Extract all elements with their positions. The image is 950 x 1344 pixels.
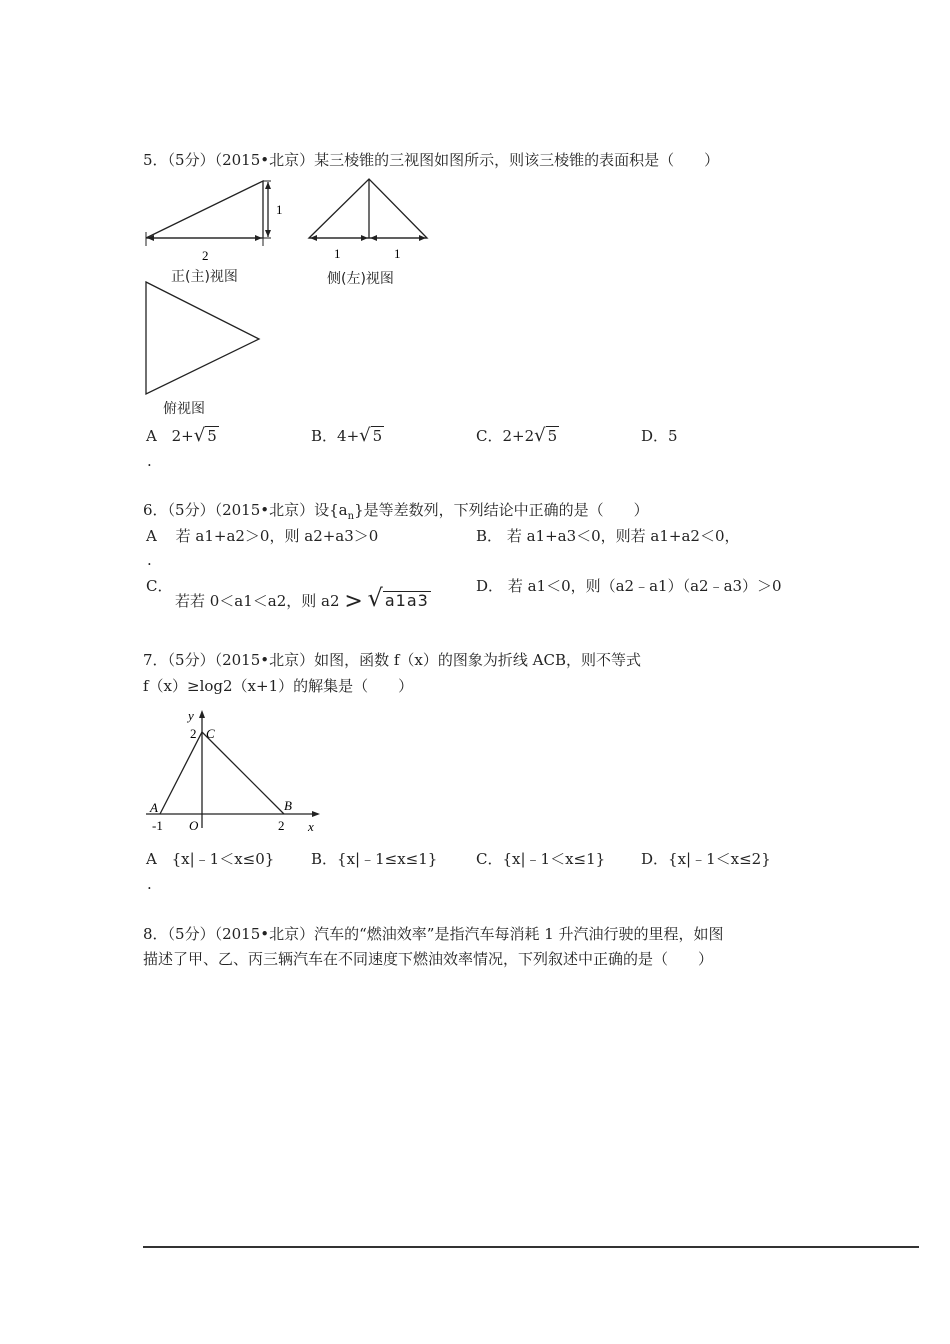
q6-option-c: 若若 0＜a1＜a2，则 a2 > √ a1a3 (175, 584, 429, 614)
q5-option-b-text: 4+ (337, 427, 360, 445)
q7-neg-one: -1 (152, 818, 163, 833)
q5-option-a: A 2+√ 5 (146, 425, 217, 446)
q5-option-b: B．4+√ 5 (311, 425, 383, 446)
q7-b-label: B (284, 798, 292, 813)
q6-stem: 6．（5分）（2015•北京）设$\{a_n\}$是等差数列，下列结论中正确的是（ ） (143, 501, 649, 522)
q7-option-a (146, 849, 274, 869)
q7-option-a-text: {x|﹣1＜x≤0} (171, 850, 275, 868)
q7-option-b (311, 849, 437, 869)
q5-option-a-radicand: 5 (207, 427, 217, 445)
q5-side-view (300, 174, 435, 266)
q5-front-view-label: 正(主)视图 (171, 269, 238, 285)
q5-option-a-dot: . (147, 452, 152, 470)
q7-two-y: 2 (190, 726, 197, 741)
q5-option-d-text: 5 (668, 427, 678, 445)
q6-option-c-gt: > (344, 589, 363, 614)
q5-dim-right: 1 (394, 246, 401, 261)
q6-option-d-text: 若 a1＜0，则（a2﹣a1）（a2﹣a3）＞0 (507, 577, 782, 595)
q5-option-b-radicand: 5 (372, 427, 383, 445)
q6-option-b (476, 526, 740, 546)
q8-stem-line1: 8．（5分）（2015•北京）汽车的“燃油效率”是指汽车每消耗 1 升汽油行驶的里程，如图 (143, 925, 724, 943)
q5-option-c-text: 2+2 (502, 427, 535, 445)
q5-option-d (641, 426, 678, 446)
q6-option-d-letter: D． (476, 577, 504, 595)
q6-option-d (476, 576, 782, 596)
q5-side-view-label: 侧(左)视图 (327, 271, 394, 287)
q5-option-b-letter: B． (311, 427, 338, 445)
q7-stem-line2: f（x）≥log2（x+1）的解集是（ ） (143, 677, 414, 695)
q7-option-c-text: {x|﹣1＜x≤1} (502, 850, 606, 868)
q7-option-a-letter: A (146, 850, 157, 868)
q5-option-a-letter: A (146, 427, 157, 445)
q6-option-c-letter: C． (146, 577, 173, 595)
q5-front-view (140, 174, 290, 266)
q5-option-c: C．2+2√ 5 (476, 425, 558, 446)
q7-two-x: 2 (278, 818, 285, 833)
q7-option-b-letter: B． (311, 850, 338, 868)
q7-option-b-text: {x|﹣1≤x≤1} (337, 850, 438, 868)
q5-option-a-text: 2+ (171, 427, 194, 445)
q5-option-c-letter: C． (476, 427, 503, 445)
q7-option-d-letter: D． (641, 850, 669, 868)
q7-y-label: y (188, 708, 194, 723)
q7-graph (140, 704, 330, 836)
q7-stem-line1: 7．（5分）（2015•北京）如图，函数 f（x）的图象为折线 ACB，则不等式 (143, 651, 641, 669)
q7-option-c (476, 849, 605, 869)
q5-top-view-label: 俯视图 (163, 401, 205, 417)
q6-option-c-text: 若若 0＜a1＜a2，则 a2 (175, 592, 340, 610)
q5-dim-height: 1 (276, 202, 283, 217)
q6-option-a (146, 526, 378, 546)
q5-dim-left: 1 (334, 246, 341, 261)
q7-option-c-letter: C． (476, 850, 503, 868)
q6-option-c-radicand: a1a3 (384, 591, 429, 610)
q7-c-label: C (206, 726, 215, 741)
q6-option-b-text: 若 a1+a3＜0，则若 a1+a2＜0， (506, 527, 740, 545)
q7-o-label: O (189, 818, 199, 833)
q7-a-label: A (150, 800, 158, 815)
q8-stem-line2: 描述了甲、乙、丙三辆汽车在不同速度下燃油效率情况，下列叙述中正确的是（ ） (143, 950, 714, 968)
q6-option-b-letter: B． (476, 527, 503, 545)
q6-option-a-letter: A (146, 527, 157, 545)
footer-divider (143, 1246, 919, 1248)
q6-option-a-text: 若 a1+a2＞0，则 a2+a3＞0 (175, 527, 379, 545)
q5-stem: 5．（5分）（2015•北京）某三棱锥的三视图如图所示，则该三棱锥的表面积是（ ） (143, 151, 720, 169)
q5-top-view (140, 278, 270, 400)
q7-option-a-dot: . (147, 875, 152, 893)
q5-option-d-letter: D． (641, 427, 669, 445)
q7-x-label: x (308, 819, 314, 834)
q5-option-c-radicand: 5 (547, 427, 558, 445)
q7-option-d-text: {x|﹣1＜x≤2} (668, 850, 771, 868)
q6-option-a-dot: . (147, 551, 152, 569)
q5-dim-base: 2 (202, 248, 209, 263)
q7-option-d (641, 849, 771, 869)
